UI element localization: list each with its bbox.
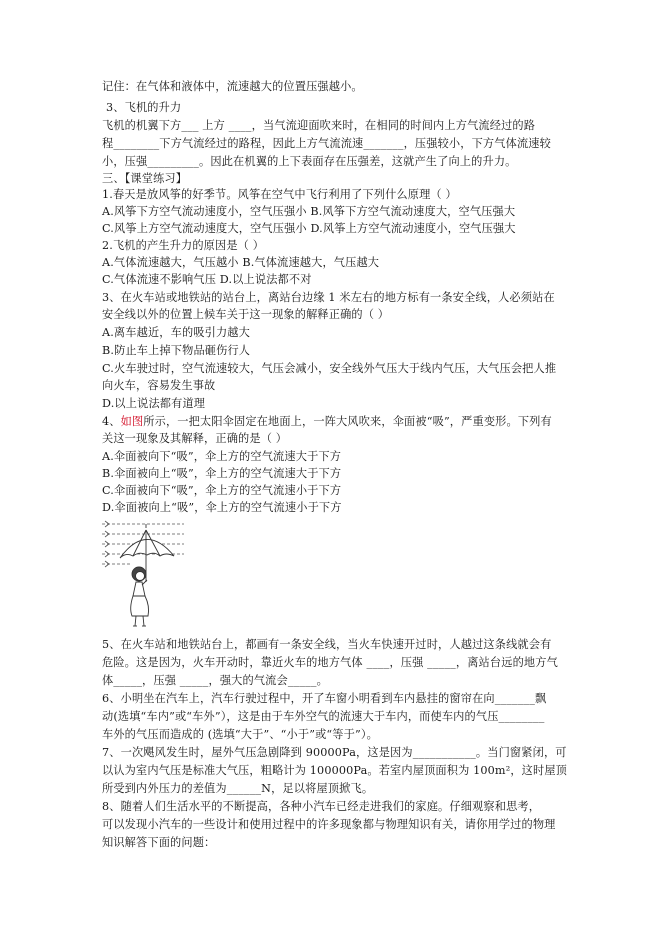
option-line: C.火车驶过时，空气流速较大，气压会减小，安全线外气压大于线内气压，大气压会把人推 xyxy=(102,362,557,375)
question-4-text: 所示，一把太阳伞固定在地面上，一阵大风吹来，伞面被“吸”，严重变形。下列有 xyxy=(143,415,552,428)
question-1: 1.春天是放风筝的好季节。风筝在空气中飞行利用了下列什么原理（ ） xyxy=(102,188,457,201)
text-line: 以认为室内气压是标准大气压，粗略计为 100000Pa。若室内屋顶面积为 100m²，这时屋顶 xyxy=(102,764,568,777)
text-line: 可以发现小汽车的一些设计和使用过程中的许多现象都与物理知识有关，请你用学过的物理 xyxy=(102,818,556,831)
umbrella-icon xyxy=(120,524,174,582)
text-line: 体_____，压强 _____，强大的气流会_____。 xyxy=(102,674,328,687)
text-line: 所受到内外压力的差值为______N，足以将屋顶掀飞。 xyxy=(102,782,374,795)
text-line: 小，压强_________。因此在机翼的上下表面存在压强差，这就产生了向上的升力。 xyxy=(102,155,517,168)
text-line: 安全线以外的位置上候车关于这一现象的解释正确的（ ） xyxy=(102,308,390,321)
section-heading: 三、【课堂练习】 xyxy=(102,172,188,185)
text-line: 动(选填“车内”或“车外”），这是由于车外空气的流速大于车内，而使车内的气压________ xyxy=(102,710,545,723)
option-line: B.伞面被向上“吸”，伞上方的空气流速大于下方 xyxy=(102,467,342,480)
section-heading: 3、飞机的升力 xyxy=(106,101,182,114)
question-6: 6、小明坐在汽车上，汽车行驶过程中，开了车窗小明看到车内悬挂的窗帘在向_______飘 xyxy=(102,692,547,705)
option-line: A.气体流速越大，气压越小 B.气体流速越大，气压越大 xyxy=(102,256,380,269)
question-5: 5、在火车站和地铁站台上，都画有一条安全线，当火车快速开过时，人越过这条线就会有 xyxy=(102,638,552,651)
figure-link[interactable]: 如图 xyxy=(120,415,144,428)
girl-icon xyxy=(131,567,149,626)
text-line: 记住：在气体和液体中，流速越大的位置压强越小。 xyxy=(102,80,363,93)
text-line: 程________下方气流经过的路程，因此上方气流流速_______，压强较小，下方气体流速较 xyxy=(102,137,551,150)
text-line: 关这一现象及其解释，正确的是（ ） xyxy=(102,432,288,445)
option-line: D.伞面被向上“吸”，伞上方的空气流速小于下方 xyxy=(102,501,342,514)
text-line: 向火车，容易发生事故 xyxy=(102,379,216,392)
option-line: A.伞面被向下“吸”，伞上方的空气流速大于下方 xyxy=(102,450,342,463)
option-line: D.以上说法都有道理 xyxy=(102,397,206,410)
option-line: C.伞面被向下“吸”，伞上方的空气流速小于下方 xyxy=(102,484,342,497)
question-4 xyxy=(102,414,552,430)
text-line: 危险。这是因为，火车开动时，靠近火车的地方气体 ____，压强 _____，离站台远的地方气 xyxy=(102,656,558,669)
question-2: 2.飞机的产生升力的原因是（ ） xyxy=(102,239,265,252)
option-line: C.气体流速不影响气压 D.以上说法都不对 xyxy=(102,273,312,286)
umbrella-figure xyxy=(102,516,188,630)
text-line: 车外的气压而造成的 (选填“大于”、“小于”或“等于”）。 xyxy=(102,728,378,741)
text-line: 飞机的机翼下方___ 上方 ____，当气流迎面吹来时，在相同的时间内上方气流经过的路 xyxy=(102,119,536,132)
question-3: 3、在火车站或地铁站的站台上，离站台边缘 1 米左右的地方标有一条安全线，人必须站在 xyxy=(102,291,555,304)
option-line: A.风筝下方空气流动速度小，空气压强小 B.风筝下方空气流动速度大，空气压强大 xyxy=(102,205,516,218)
option-line: B.防止车上掉下物品砸伤行人 xyxy=(102,344,251,357)
question-8: 8、随着人们生活水平的不断提高，各种小汽车已经走进我们的家庭。仔细观察和思考， xyxy=(102,800,541,813)
question-7: 7、一次飓风发生时，屋外气压急剧降到 90000Pa，这是因为___________。当门窗紧闭，可 xyxy=(102,746,567,759)
option-line: C.风筝上方空气流动速度大，空气压强小 D.风筝上方空气流动速度小，空气压强大 xyxy=(102,222,516,235)
text-line: 知识解答下面的问题： xyxy=(102,836,216,849)
option-line: A.离车越近，车的吸引力越大 xyxy=(102,326,250,339)
question-4-number: 4、 xyxy=(102,415,121,428)
